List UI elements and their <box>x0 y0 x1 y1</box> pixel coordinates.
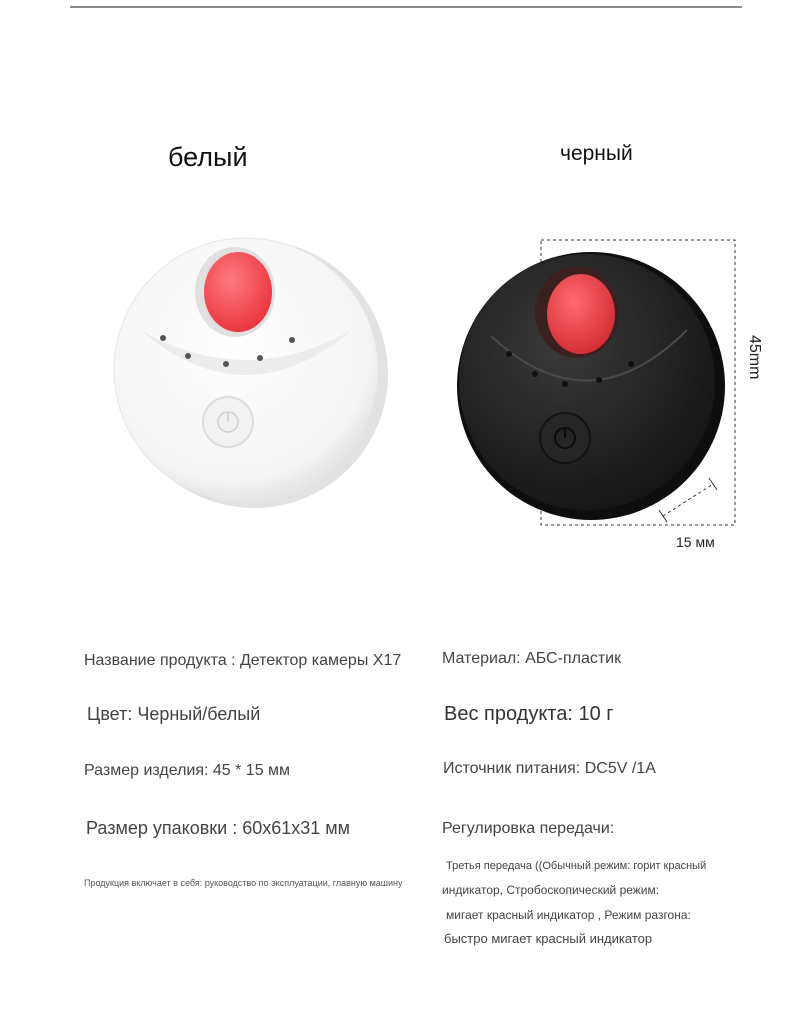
black-detector-image <box>455 238 745 533</box>
spec-power: Источник питания: DC5V /1A <box>443 760 656 777</box>
spec-gear-line-4: быстро мигает красный индикатор <box>444 931 653 946</box>
spec-product-name: Название продукта : Детектор камеры X17 <box>84 652 402 669</box>
height-dimension-label: 45mm <box>746 335 763 380</box>
spec-material: Материал: АБС-пластик <box>442 650 622 667</box>
white-detector-image <box>102 220 392 520</box>
spec-gear-line-3: мигает красный индикатор , Режим разгона: <box>446 908 691 922</box>
depth-dimension-label: 15 мм <box>676 534 715 550</box>
spec-gear-line-1: Третья передача ((Обычный режим: горит красный <box>446 860 707 872</box>
white-variant-label: белый <box>168 142 248 172</box>
spec-package-size: Размер упаковки : 60x61x31 мм <box>86 818 351 838</box>
top-divider <box>70 6 742 8</box>
spec-gear-line-2: индикатор, Стробоскопический режим: <box>442 883 660 897</box>
spec-weight: Вес продукта: 10 г <box>444 703 614 725</box>
black-variant-label: черный <box>560 142 633 165</box>
spec-product-size: Размер изделия: 45 * 15 мм <box>84 762 291 779</box>
spec-color: Цвет: Черный/белый <box>87 704 261 724</box>
spec-gear-title: Регулировка передачи: <box>442 820 615 837</box>
spec-package-contents: Продукция включает в себя: руководство по эксплуатации, главную машину <box>84 878 403 888</box>
